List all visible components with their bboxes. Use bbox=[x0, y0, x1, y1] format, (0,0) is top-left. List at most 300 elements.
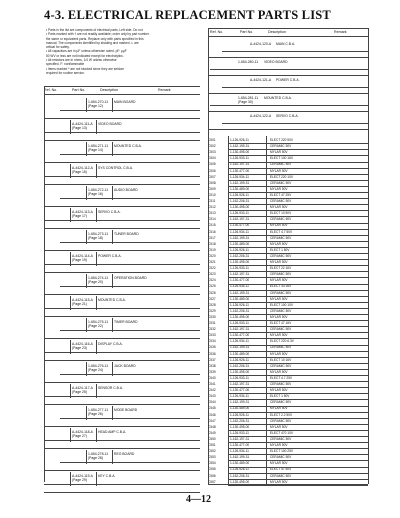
ref-number: C553 bbox=[208, 455, 216, 460]
rule-line bbox=[228, 393, 368, 394]
page-ref: (Page 19) bbox=[72, 258, 87, 263]
ref-number: C511 bbox=[208, 199, 216, 203]
page-ref: (Page 21) bbox=[72, 302, 87, 307]
description: MAIN BOARD bbox=[114, 100, 136, 104]
page-ref: (Page 23) bbox=[72, 346, 87, 351]
description: CERAMIC 50V bbox=[270, 473, 292, 478]
rule-line bbox=[44, 338, 200, 339]
rule-line bbox=[86, 98, 87, 112]
part-number: A-4424-119-A bbox=[72, 474, 93, 478]
rule-line bbox=[86, 142, 87, 156]
rule-line bbox=[44, 308, 200, 309]
rule-line bbox=[228, 363, 368, 364]
part-number: 1-130-495-00 bbox=[230, 369, 250, 374]
description: SERVO C.B.A. bbox=[98, 210, 121, 214]
description: ELECT 100 16V bbox=[270, 156, 293, 161]
rule-line bbox=[222, 87, 368, 88]
ref-number: C526 bbox=[208, 290, 216, 295]
ref-number: C502 bbox=[208, 144, 216, 149]
rule-line bbox=[70, 208, 71, 222]
rule-line bbox=[44, 448, 200, 449]
rule-line bbox=[228, 351, 368, 352]
rule-line bbox=[44, 492, 200, 493]
description: CERAMIC 50V bbox=[270, 253, 292, 258]
board-entry bbox=[222, 114, 368, 128]
part-number: A-4424-118-A bbox=[72, 430, 93, 434]
rule-line bbox=[96, 340, 97, 354]
part-number: 1-126-926-11 bbox=[230, 138, 249, 142]
part-number: 1-654-271-11 bbox=[88, 144, 109, 148]
description: MYLAR 50V bbox=[270, 406, 288, 411]
left-header-ref: Ref. No. bbox=[44, 88, 58, 92]
page-ref: (Page 27) bbox=[72, 434, 87, 439]
description: MYLAR 50V bbox=[270, 296, 288, 301]
description: OPERATION BOARD bbox=[114, 276, 147, 280]
description: MYLAR 50V bbox=[270, 260, 288, 264]
rule-line bbox=[70, 252, 71, 266]
rule-line bbox=[228, 235, 368, 236]
part-number: 1-126-934-11 bbox=[230, 339, 249, 344]
ref-number: C533 bbox=[208, 333, 216, 338]
description: ELECT 22 16V bbox=[270, 266, 292, 271]
rule-line bbox=[228, 204, 368, 205]
part-number: A-4424-115-A bbox=[72, 298, 93, 302]
part-number: 1-130-477-00 bbox=[230, 443, 250, 447]
rule-line bbox=[228, 302, 368, 303]
rule-line bbox=[44, 272, 200, 273]
rule-line bbox=[228, 454, 368, 455]
rule-line bbox=[44, 470, 200, 471]
description: KEY C.B.A. bbox=[98, 474, 116, 478]
description: ELECT 47 16V bbox=[270, 321, 292, 325]
rule-line bbox=[60, 374, 200, 375]
rule-line bbox=[228, 277, 368, 278]
ref-number: C505 bbox=[208, 162, 216, 167]
rule-line bbox=[60, 198, 200, 199]
rule-line bbox=[228, 192, 368, 193]
description: MYLAR 50V bbox=[270, 388, 288, 393]
rule-line bbox=[44, 404, 200, 405]
description: MYLAR 50V bbox=[270, 314, 288, 319]
left-header-desc: Description bbox=[100, 88, 118, 92]
ref-number: C509 bbox=[208, 186, 216, 191]
part-number: 1-126-926-11 bbox=[230, 302, 249, 307]
note-line: • Items marked * are not stocked since they are seldom bbox=[46, 66, 125, 71]
ref-number: C528 bbox=[208, 302, 216, 307]
ref-number: C520 bbox=[208, 253, 216, 258]
rule-line bbox=[44, 440, 200, 441]
rule-line bbox=[228, 345, 368, 346]
part-number: 1-130-495-00 bbox=[230, 150, 250, 155]
rule-line bbox=[60, 242, 200, 243]
rule-line bbox=[112, 98, 113, 112]
ref-number: C555 bbox=[208, 467, 216, 472]
description: CERAMIC 50V bbox=[270, 144, 292, 149]
description: MOUNTED C.B.A. bbox=[264, 96, 292, 100]
rule-line bbox=[228, 418, 368, 419]
part-number: 1-654-270-11 bbox=[88, 100, 109, 104]
rule-line bbox=[70, 428, 71, 442]
part-number: 1-162-197-31 bbox=[230, 272, 250, 277]
rule-line bbox=[208, 129, 368, 130]
left-header-part: Part No. bbox=[72, 88, 86, 92]
rule-line bbox=[44, 352, 200, 353]
rule-line bbox=[228, 314, 368, 315]
part-number: 1-162-197-31 bbox=[230, 382, 250, 386]
right-header-remark: Remark bbox=[334, 30, 347, 34]
part-number: 1-654-272-11 bbox=[88, 188, 109, 192]
part-number: 1-162-199-31 bbox=[230, 235, 250, 240]
page-ref: (Page 17) bbox=[72, 214, 87, 219]
description: JACK BOARD bbox=[114, 364, 136, 368]
rule-line bbox=[208, 93, 368, 94]
description: MYLAR 50V bbox=[270, 369, 288, 374]
rule-line bbox=[208, 57, 368, 58]
rule-line bbox=[228, 229, 368, 230]
part-number: 1-162-197-31 bbox=[230, 327, 250, 332]
rule-line bbox=[86, 318, 87, 332]
rule-line bbox=[44, 228, 200, 229]
rule-line bbox=[228, 448, 368, 449]
page-ref: (Page 13) bbox=[72, 126, 87, 131]
part-number: 1-130-477-00 bbox=[230, 168, 250, 173]
description: CERAMIC 50V bbox=[270, 345, 292, 350]
rule-line bbox=[112, 186, 113, 200]
rule-line bbox=[112, 318, 113, 332]
ref-number: C554 bbox=[208, 461, 216, 466]
ref-number: C549 bbox=[208, 430, 216, 435]
part-number: 1-126-933-11 bbox=[230, 375, 249, 380]
rule-line bbox=[44, 250, 200, 251]
description: CERAMIC 50V bbox=[270, 400, 292, 405]
ref-number: C522 bbox=[208, 266, 216, 271]
rule-line bbox=[96, 384, 97, 398]
part-number: 1-130-495-00 bbox=[230, 314, 250, 319]
rule-line bbox=[228, 180, 368, 181]
rule-line bbox=[70, 296, 71, 310]
rule-line bbox=[228, 162, 368, 163]
description: VIDEO BOARD bbox=[264, 60, 288, 64]
rule-line bbox=[228, 168, 368, 169]
rule-line bbox=[228, 149, 368, 150]
description: ELECT 2.2 50V bbox=[270, 412, 293, 417]
description: CERAMIC 50V bbox=[270, 327, 292, 332]
left-header-remark: Remark bbox=[158, 88, 171, 92]
rule-line bbox=[228, 357, 368, 358]
description: CERAMIC 50V bbox=[270, 436, 292, 441]
description: ELECT 33 16V bbox=[270, 284, 292, 289]
rule-line bbox=[266, 136, 267, 484]
rule-line bbox=[228, 271, 368, 272]
ref-number: C531 bbox=[208, 321, 216, 325]
part-number: 1-162-199-31 bbox=[230, 345, 250, 350]
part-number: 1-126-926-11 bbox=[230, 247, 249, 252]
description: POWER C.B.A. bbox=[98, 254, 122, 258]
rule-line bbox=[228, 326, 368, 327]
rule-line bbox=[222, 51, 368, 52]
rule-line bbox=[96, 428, 97, 442]
part-number: A-4424-114-A bbox=[72, 254, 93, 258]
part-number: 1-126-934-11 bbox=[230, 449, 249, 454]
rule-line bbox=[208, 36, 368, 37]
part-number: 1-654-275-11 bbox=[88, 320, 109, 324]
part-number: 1-130-489-00 bbox=[230, 461, 250, 466]
ref-number: C536 bbox=[208, 351, 216, 356]
ref-number: C524 bbox=[208, 278, 216, 283]
part-number: 1-130-495-00 bbox=[230, 260, 250, 264]
rule-line bbox=[228, 442, 368, 443]
part-number: 1-130-477-00 bbox=[230, 333, 250, 338]
description: CERAMIC 50V bbox=[270, 235, 292, 240]
rule-line bbox=[60, 330, 200, 331]
rule-line bbox=[228, 338, 368, 339]
rule-line bbox=[228, 210, 368, 211]
page-title: 4-3. ELECTRICAL REPLACEMENT PARTS LIST bbox=[44, 8, 331, 22]
description: MYLAR 50V bbox=[270, 479, 288, 484]
part-number: 1-654-278-11 bbox=[88, 452, 109, 456]
description: TUNER BOARD bbox=[114, 232, 139, 236]
rule-line bbox=[96, 296, 97, 310]
ref-number: C527 bbox=[208, 296, 216, 301]
ref-number: C535 bbox=[208, 345, 216, 350]
rule-line bbox=[44, 316, 200, 317]
part-number: 1-126-934-11 bbox=[230, 229, 249, 234]
description: ELECT 47 25V bbox=[270, 192, 292, 197]
rule-line bbox=[44, 264, 200, 265]
rule-line bbox=[60, 418, 200, 419]
description: CERAMIC 50V bbox=[270, 382, 292, 386]
rule-line bbox=[228, 369, 368, 370]
note-line: 50 WV or less are not indicated except for electrolytics. bbox=[46, 53, 124, 58]
rule-line bbox=[228, 467, 368, 468]
note-line: critical for safety. bbox=[46, 45, 70, 50]
rule-line bbox=[112, 450, 113, 464]
ref-number: C545 bbox=[208, 406, 216, 411]
description: ELECT 1 50V bbox=[270, 394, 290, 399]
board-entry bbox=[210, 96, 368, 110]
part-number: 1-654-280-11 bbox=[238, 60, 259, 64]
ref-number: C539 bbox=[208, 369, 216, 374]
rule-line bbox=[228, 473, 368, 474]
rule-line bbox=[96, 120, 97, 134]
description: REG BOARD bbox=[114, 452, 135, 456]
rule-line bbox=[228, 223, 368, 224]
description: MYLAR 50V bbox=[270, 278, 288, 283]
part-number: 1-162-206-31 bbox=[230, 308, 250, 313]
description: ELECT 470 10V bbox=[270, 430, 293, 435]
rule-line bbox=[228, 241, 368, 242]
description: MYLAR 50V bbox=[270, 186, 288, 191]
description: MAIN C.B.A. bbox=[276, 42, 296, 46]
note-line: • All capacitors are in µF unless otherwise noted. pF: µµF bbox=[46, 49, 127, 54]
board-entry bbox=[210, 60, 368, 74]
part-number: 1-130-489-00 bbox=[230, 296, 250, 301]
rule-line bbox=[86, 186, 87, 200]
rule-line bbox=[228, 296, 368, 297]
rule-line bbox=[112, 274, 113, 288]
description: VIDEO BOARD bbox=[98, 122, 122, 126]
rule-line bbox=[228, 460, 368, 461]
part-number: 1-162-199-31 bbox=[230, 400, 250, 405]
part-number: 1-654-273-11 bbox=[88, 232, 109, 236]
right-header-desc: Description bbox=[268, 30, 286, 34]
ref-number: C504 bbox=[208, 156, 216, 161]
rule-line bbox=[86, 450, 87, 464]
part-number: 1-162-206-31 bbox=[230, 253, 250, 258]
description: MYLAR 50V bbox=[270, 168, 288, 173]
part-number: 1-162-206-31 bbox=[230, 199, 250, 203]
description: MYLAR 50V bbox=[270, 333, 288, 338]
rule-line bbox=[228, 412, 368, 413]
description: CERAMIC 50V bbox=[270, 217, 292, 222]
ref-number: C516 bbox=[208, 229, 216, 234]
ref-number: C537 bbox=[208, 357, 216, 362]
rule-line bbox=[96, 252, 97, 266]
rule-line bbox=[60, 286, 200, 287]
ref-number: C534 bbox=[208, 339, 216, 344]
note-line: • Parts marked with † are not readily available; order only by part number. bbox=[46, 32, 150, 37]
note-line: required for routine service. bbox=[46, 70, 85, 75]
ref-number: C550 bbox=[208, 436, 216, 441]
description: MOUNTED C.B.A. bbox=[98, 298, 126, 302]
rule-line bbox=[228, 436, 368, 437]
ref-number: C540 bbox=[208, 375, 216, 380]
description: MYLAR 50V bbox=[270, 351, 288, 356]
rule-line bbox=[228, 155, 368, 156]
note-line: • Parts in the list are components of electrical parts, Left side. Do not bbox=[46, 28, 143, 32]
part-number: A-4424-121-A bbox=[250, 78, 272, 82]
ref-number: C541 bbox=[208, 382, 216, 386]
rule-line bbox=[228, 216, 368, 217]
ref-number: C515 bbox=[208, 223, 216, 228]
description: ELECT 220 10V bbox=[270, 174, 293, 179]
rule-line bbox=[70, 120, 71, 134]
description: MOUNTED C.B.A. bbox=[114, 144, 142, 148]
part-number: 1-162-206-31 bbox=[230, 418, 250, 423]
rule-line bbox=[112, 230, 113, 244]
rule-line bbox=[228, 253, 368, 254]
description: ELECT 100 10V bbox=[270, 302, 293, 307]
part-number: 1-126-933-11 bbox=[230, 266, 249, 271]
description: ELECT 220 50V bbox=[270, 138, 293, 142]
description: CERAMIC 50V bbox=[270, 418, 292, 423]
ref-number: C551 bbox=[208, 443, 216, 447]
ref-number: C518 bbox=[208, 241, 216, 246]
rule-line bbox=[96, 208, 97, 222]
description: MODE BOARD bbox=[114, 408, 138, 412]
description: ELECT 4.7 25V bbox=[270, 375, 293, 380]
rule-line bbox=[60, 154, 200, 155]
description: MYLAR 50V bbox=[270, 223, 288, 228]
rule-line bbox=[222, 123, 368, 124]
ref-number: C557 bbox=[208, 479, 216, 484]
ref-number: C548 bbox=[208, 424, 216, 429]
rule-line bbox=[44, 176, 200, 177]
page-ref: (Page 30) bbox=[238, 100, 253, 105]
rule-line bbox=[228, 320, 368, 321]
rule-line bbox=[228, 136, 229, 484]
rule-line bbox=[112, 406, 113, 420]
part-number: 1-126-926-11 bbox=[230, 192, 249, 197]
rule-line bbox=[86, 274, 87, 288]
part-number: 1-162-199-31 bbox=[230, 180, 250, 185]
rule-line bbox=[228, 284, 368, 285]
rule-line bbox=[210, 69, 368, 70]
rule-line bbox=[96, 164, 97, 178]
part-number: 1-162-206-31 bbox=[230, 363, 250, 368]
ref-number: C507 bbox=[208, 174, 216, 179]
part-number: 1-130-489-00 bbox=[230, 406, 250, 411]
rule-line bbox=[228, 399, 368, 400]
part-number: A-4424-112-A bbox=[72, 166, 93, 170]
description: SERVO C.B.A. bbox=[276, 114, 299, 118]
description: ELECT 4.7 50V bbox=[270, 229, 293, 234]
ref-number: C530 bbox=[208, 314, 216, 319]
ref-number: C538 bbox=[208, 363, 216, 368]
part-number: 1-130-495-00 bbox=[230, 424, 250, 429]
rule-line bbox=[44, 132, 200, 133]
description: CERAMIC 50V bbox=[270, 363, 292, 368]
rule-line bbox=[208, 75, 368, 76]
rule-line bbox=[86, 362, 87, 376]
rule-line bbox=[86, 230, 87, 244]
part-number: 1-130-489-00 bbox=[230, 241, 250, 246]
part-number: 1-162-197-31 bbox=[230, 436, 250, 441]
rule-line bbox=[228, 265, 368, 266]
part-number: 1-130-495-00 bbox=[230, 479, 250, 484]
rule-line bbox=[44, 220, 200, 221]
rule-line bbox=[60, 110, 200, 111]
description: CERAMIC 50V bbox=[270, 308, 292, 313]
rule-line bbox=[228, 332, 368, 333]
rule-line bbox=[96, 472, 97, 486]
part-number: 1-654-281-11 bbox=[238, 96, 259, 100]
ref-number: C521 bbox=[208, 260, 216, 264]
description: CERAMIC 50V bbox=[270, 455, 292, 460]
rule-line bbox=[44, 206, 200, 207]
part-number: 1-162-199-31 bbox=[230, 144, 250, 149]
rule-line bbox=[112, 142, 113, 156]
ref-number: C523 bbox=[208, 272, 216, 277]
page-ref: (Page 24) bbox=[88, 368, 103, 373]
part-number: 1-130-477-00 bbox=[230, 388, 250, 393]
rule-line bbox=[44, 484, 200, 485]
description: ELECT 220 6.3V bbox=[270, 339, 294, 344]
description: CERAMIC 50V bbox=[270, 162, 292, 167]
part-number: A-4424-111-A bbox=[72, 122, 93, 126]
description: AUDIO BOARD bbox=[114, 188, 138, 192]
rule-line bbox=[44, 140, 200, 141]
board-entry bbox=[222, 78, 368, 92]
ref-number: C503 bbox=[208, 150, 216, 155]
note-line: • All resistors are in ohms, 1/4 W unless otherwise bbox=[46, 58, 117, 63]
rule-line bbox=[228, 424, 368, 425]
page-ref: (Page 16) bbox=[88, 192, 103, 197]
part-number: 1-130-477-00 bbox=[230, 223, 250, 228]
board-entry bbox=[222, 42, 368, 56]
rule-line bbox=[228, 479, 368, 480]
rule-line bbox=[228, 387, 368, 388]
ref-number: C556 bbox=[208, 473, 216, 478]
ref-number: C543 bbox=[208, 394, 216, 399]
part-number: 1-126-933-11 bbox=[230, 430, 249, 435]
rule-line bbox=[228, 430, 368, 431]
description: TIMER BOARD bbox=[114, 320, 138, 324]
rule-line bbox=[208, 28, 368, 29]
description: SYS CONTROL C.B.A. bbox=[98, 166, 133, 170]
rule-line bbox=[44, 426, 200, 427]
rule-line bbox=[228, 198, 368, 199]
